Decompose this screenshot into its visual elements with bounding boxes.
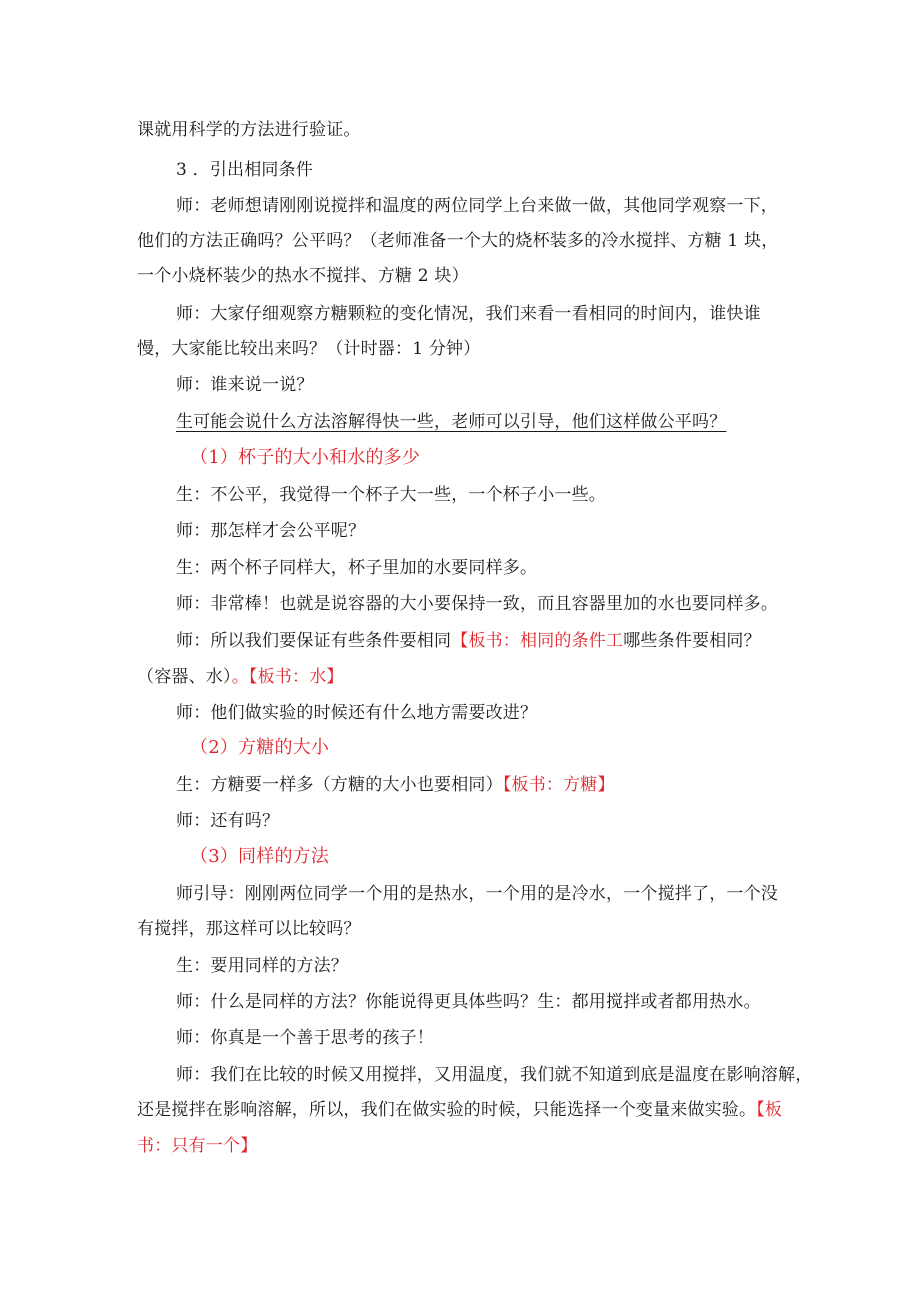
board-note: 【板 (756, 1100, 783, 1120)
paragraph-line: 师：非常棒！也就是说容器的大小要保持一致，而且容器里加的水也要同样多。 (176, 594, 778, 614)
paragraph-line: 他们的方法正确吗？公平吗？（老师准备一个大的烧杯装多的冷水搅拌、方糖 1 块， (137, 231, 779, 251)
board-note: 【板书：相同的条件工 (451, 631, 624, 651)
paragraph-line: 师：还有吗？ (176, 811, 280, 831)
paragraph-line: 师引导：刚刚两位同学一个用的是热水，一个用的是冷水，一个搅拌了，一个没 (176, 884, 778, 904)
paragraph-line: 师：我们在比较的时候又用搅拌，又用温度，我们就不知道到底是温度在影响溶解， (176, 1065, 813, 1085)
paragraph-line: 生：不公平，我觉得一个杯子大一些，一个杯子小一些。 (176, 485, 606, 505)
board-note: 【板书：方糖】 (502, 775, 615, 795)
subheading-1: （1）杯子的大小和水的多少 (190, 447, 421, 468)
paragraph-line: 生：方糖要一样多（方糖的大小也要相同）【板书：方糖】 (176, 775, 615, 795)
paragraph-line: 师：他们做实验的时候还有什么地方需要改进？ (176, 703, 538, 723)
paragraph-line: 师：什么是同样的方法？你能说得更具体些吗？生：都用搅拌或者都用热水。 (176, 992, 761, 1012)
section-title: 3 ．引出相同条件 (176, 160, 314, 180)
paragraph-line: 师：那怎样才会公平呢？ (176, 521, 366, 541)
paragraph-line: 师：大家仔细观察方糖颗粒的变化情况，我们来看一看相同的时间内，谁快谁 (176, 304, 761, 324)
paragraph-line: 还是搅拌在影响溶解，所以，我们在做实验的时候，只能选择一个变量来做实验。【板 (137, 1100, 783, 1120)
paragraph-line: 师：老师想请刚刚说搅拌和温度的两位同学上台来做一做，其他同学观察一下， (176, 196, 778, 216)
paragraph-line: 一个小烧杯装少的热水不搅拌、方糖 2 块） (137, 266, 469, 286)
board-note-line: 书：只有一个】 (137, 1136, 258, 1156)
paragraph-line: 慢，大家能比较出来吗？（计时器：1 分钟） (137, 339, 481, 359)
subheading-2: （2）方糖的大小 (190, 737, 330, 758)
underlined-note: 生可能会说什么方法溶解得快一些，老师可以引导，他们这样做公平吗？ (176, 412, 727, 432)
paragraph-line: 有搅拌，那这样可以比较吗？ (137, 919, 361, 939)
paragraph-line: 课就用科学的方法进行验证。 (137, 120, 361, 140)
paragraph-line: 师：所以我们要保证有些条件要相同【板书：相同的条件工哪些条件要相同？ (176, 631, 761, 651)
board-note: 。【板书：水】 (231, 667, 344, 687)
subheading-3: （3）同样的方法 (190, 846, 330, 867)
paragraph-line: （容器、水）。【板书：水】 (137, 667, 344, 687)
paragraph-line: 师：你真是一个善于思考的孩子！ (176, 1028, 434, 1048)
paragraph-line: 生：要用同样的方法？ (176, 956, 348, 976)
paragraph-line: 师：谁来说一说？ (176, 375, 314, 395)
paragraph-line: 生：两个杯子同样大，杯子里加的水要同样多。 (176, 558, 538, 578)
